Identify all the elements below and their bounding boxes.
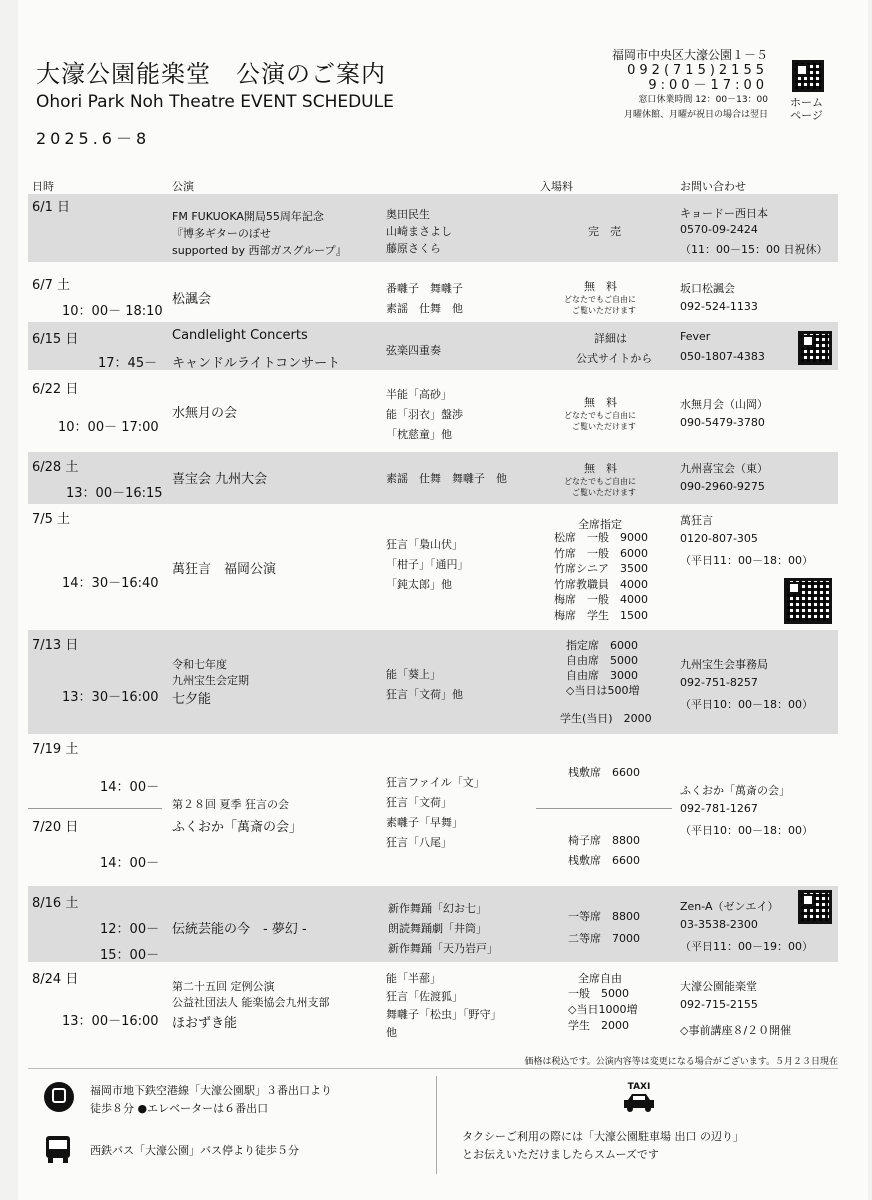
row-contact: 萬狂言	[680, 514, 713, 527]
taxi-icon: TAXI	[622, 1082, 656, 1116]
qr-code-icon[interactable]	[792, 60, 824, 92]
row-date: 6/15 日	[32, 332, 79, 347]
row-contact: Zen-A（ゼンエイ）	[680, 900, 779, 913]
col-event: 公演	[172, 180, 194, 193]
row-program: 狂言「八尾」	[386, 836, 452, 849]
row-fee: 二等席 7000	[568, 932, 640, 945]
page-subtitle: Ohori Park Noh Theatre EVENT SCHEDULE	[36, 92, 394, 112]
row-contact: 092-781-1267	[680, 802, 758, 815]
row-fee: 学生(当日) 2000	[560, 712, 652, 725]
row-contact: ◇事前講座８/２０開催	[680, 1024, 792, 1037]
row-event: 七夕能	[172, 692, 212, 707]
row-contact: 03-3538-2300	[680, 918, 758, 931]
row-program: 番囃子 舞囃子	[386, 282, 463, 295]
row-contact: 九州宝生会事務局	[680, 658, 768, 671]
row-fee: 桟敷席 6600	[568, 854, 640, 867]
row-event: 水無月の会	[172, 406, 238, 421]
row-event: 萬狂言 福岡公演	[172, 562, 277, 577]
row-event: 伝統芸能の今 - 夢幻 -	[172, 922, 307, 937]
row-program: 狂言「文荷」	[386, 796, 452, 809]
row-contact: （平日11：00－19：00）	[680, 940, 813, 953]
row-fee-note: ご覧いただけます	[572, 422, 636, 431]
theatre-phone: 092(715)2155	[627, 63, 768, 78]
row-program: 弦楽四重奏	[386, 344, 441, 357]
row-contact: 090-5479-3780	[680, 416, 765, 429]
row-date: 7/5 土	[32, 512, 71, 527]
row-program: 狂言「文荷」他	[386, 688, 463, 701]
row-event: キャンドルライトコンサート	[172, 356, 341, 371]
row-date: 7/20 日	[32, 820, 79, 835]
row-event: 喜宝会 九州大会	[172, 472, 268, 487]
divider	[28, 808, 162, 809]
row-event: 『博多ギターのぼせ	[172, 227, 271, 240]
theatre-break: 窓口休業時間 12：00－13：00	[638, 95, 768, 105]
row-contact: （平日10：00－18：00）	[680, 824, 813, 837]
homepage-label: ホーム ページ	[790, 96, 823, 122]
row-contact: 坂口松諷会	[680, 282, 735, 295]
access-subway: 徒歩８分 ●エレベーターは６番出口	[90, 1102, 269, 1115]
row-time: 14：00－	[100, 856, 160, 871]
row-fee: 公式サイトから	[576, 352, 653, 365]
row-event: Candlelight Concerts	[172, 328, 308, 343]
row-time: 13：00－16:15	[66, 486, 163, 501]
row-contact: （平日10：00－18：00）	[680, 698, 813, 711]
row-date: 6/1 日	[32, 200, 71, 215]
access-subway: 福岡市地下鉄空港線「大濠公園駅」３番出口より	[90, 1084, 332, 1097]
row-program: 朗読舞踊劇「井筒」	[388, 922, 487, 935]
row-fee: 無 料	[584, 396, 617, 409]
row-program: 「柑子」「通円」	[386, 558, 469, 571]
row-date: 7/19 土	[32, 742, 79, 757]
col-contact: お問い合わせ	[680, 180, 746, 193]
qr-code-icon[interactable]	[784, 578, 832, 624]
row-contact: 九州喜宝会（東）	[680, 462, 768, 475]
row-time: 10：00－ 17:00	[58, 420, 159, 435]
row-time: 17：45－	[98, 356, 158, 371]
row-event: 公益社団法人 能楽協会九州支部	[172, 996, 330, 1009]
row-event: supported by 西部ガスグループ』	[172, 244, 347, 257]
row-fee-list: 松席 一般 9000 竹席 一般 6000 竹席シニア 3500 竹席教職員 4000 梅席 一般 4000 梅席 学生 1500	[554, 531, 648, 622]
row-fee: 無 料	[584, 462, 617, 475]
row-program: 狂言ファイル「文」	[386, 776, 485, 789]
row-fee-note: ご覧いただけます	[572, 306, 636, 315]
row-program: 山崎まさよし	[386, 225, 452, 238]
row-contact: 0120-807-305	[680, 532, 758, 545]
schedule-period: 2025.6－8	[36, 129, 151, 148]
row-contact: 大濠公園能楽堂	[680, 980, 757, 993]
row-date: 6/28 土	[32, 460, 79, 475]
row-contact: 0570-09-2424	[680, 223, 758, 236]
row-contact: 050-1807-4383	[680, 350, 765, 363]
row-contact: 090-2960-9275	[680, 480, 765, 493]
row-fee: 椅子席 8800	[568, 834, 640, 847]
row-program: 能「半蔀」	[386, 972, 441, 985]
row-program: 新作舞踊「天乃岩戸」	[388, 942, 498, 955]
row-program: 素謡 仕舞 舞囃子 他	[386, 472, 507, 485]
row-date: 6/7 土	[32, 278, 71, 293]
access-taxi: とお伝えいただけましたらスムーズです	[462, 1148, 659, 1161]
row-program: 藤原さくら	[386, 242, 441, 255]
row-program: 能「葵上」	[386, 668, 441, 681]
bus-icon	[44, 1134, 72, 1164]
row-time: 14：00－	[100, 780, 160, 795]
access-taxi: タクシーご利用の際には「大濠公園駐車場 出口 の辺り」	[462, 1130, 744, 1143]
row-contact: （11：00－15：00 日祝休）	[680, 243, 828, 256]
row-fee-list: 一般 5000 ◇当日1000増 学生 2000	[568, 987, 638, 1032]
row-fee: 桟敷席 6600	[568, 766, 640, 779]
row-program: 新作舞踊「幻お七」	[388, 902, 487, 915]
access-bus: 西鉄バス「大濠公園」バス停より徒歩５分	[90, 1144, 299, 1157]
row-time: 13：00－16:00	[62, 1014, 159, 1029]
row-program: 狂言「佐渡狐」	[386, 990, 463, 1003]
qr-code-icon[interactable]	[798, 331, 832, 365]
row-date: 8/16 土	[32, 896, 79, 911]
divider	[28, 1068, 838, 1069]
row-contact: 092-715-2155	[680, 998, 758, 1011]
row-event: 令和七年度	[172, 658, 227, 671]
row-event: ほおずき能	[172, 1016, 238, 1031]
divider	[436, 1076, 437, 1174]
row-program: 素囃子「早舞」	[386, 816, 463, 829]
row-contact: 092-524-1133	[680, 300, 758, 313]
row-time: 14：30－16:40	[62, 576, 159, 591]
row-event: ふくおか「萬斎の会」	[172, 820, 303, 835]
theatre-info	[612, 48, 768, 123]
row-fee: 完 売	[588, 225, 621, 238]
row-date: 7/13 日	[32, 638, 79, 653]
row-program: 能「羽衣」盤渉	[386, 408, 463, 421]
qr-code-icon[interactable]	[798, 890, 832, 924]
row-program: 素謡 仕舞 他	[386, 302, 463, 315]
row-contact: 092-751-8257	[680, 676, 758, 689]
row-event: 第２８回 夏季 狂言の会	[172, 798, 289, 811]
row-fee-title: 全席指定	[578, 518, 622, 531]
row-event: 九州宝生会定期	[172, 674, 249, 687]
row-time: 12：00－	[100, 922, 160, 937]
row-time: 13：30－16:00	[62, 690, 159, 705]
row-date: 6/22 日	[32, 382, 79, 397]
row-contact: （平日11：00－18：00）	[680, 554, 813, 567]
row-program: 狂言「梟山伏」	[386, 538, 463, 551]
row-contact: 水無月会（山岡）	[680, 398, 768, 411]
row-event: 第二十五回 定例公演	[172, 980, 275, 993]
row-program: 奥田民生	[386, 208, 430, 221]
row-fee-title: 全席自由	[578, 972, 622, 985]
row-date: 8/24 日	[32, 972, 79, 987]
price-note: 価格は税込です。公演内容等は変更になる場合がございます。５月２３日現在	[524, 1057, 838, 1067]
row-time: 15：00－	[100, 948, 160, 963]
row-program: 「枕慈童」他	[386, 428, 452, 441]
row-fee-list: 指定席 6000 自由席 5000 自由席 3000 ◇当日は500増	[566, 639, 640, 697]
col-fee: 入場料	[540, 180, 573, 193]
page-title: 大濠公園能楽堂 公演のご案内	[36, 60, 386, 88]
row-fee: 無 料	[584, 280, 617, 293]
row-fee-note: どなたでもご自由に	[564, 295, 636, 304]
row-fee-note: どなたでもご自由に	[564, 477, 636, 486]
row-program: 半能「高砂」	[386, 388, 452, 401]
row-program: 「鈍太郎」他	[386, 578, 452, 591]
col-date: 日時	[32, 180, 54, 193]
theatre-hours: 9:00－17:00	[648, 78, 768, 93]
divider	[536, 808, 672, 809]
row-fee-note: ご覧いただけます	[572, 488, 636, 497]
row-time: 10：00－ 18:10	[62, 304, 163, 319]
row-contact: Fever	[680, 330, 711, 343]
row-event: FM FUKUOKA開局55周年記念	[172, 210, 324, 223]
row-fee-note: どなたでもご自由に	[564, 411, 636, 420]
row-contact: キョードー西日本	[680, 207, 768, 220]
row-event: 松諷会	[172, 292, 212, 307]
row-contact: ふくおか「萬斎の会」	[680, 784, 790, 797]
row-program: 舞囃子「松虫」「野守」	[386, 1008, 502, 1021]
theatre-address: 福岡市中央区大濠公園１－５	[611, 48, 768, 62]
row-program: 他	[386, 1026, 397, 1039]
theatre-closed: 月曜休館、月曜が祝日の場合は翌日	[623, 110, 768, 120]
row-fee: 詳細は	[594, 332, 627, 345]
row-fee: 一等席 8800	[568, 910, 640, 923]
subway-icon	[44, 1082, 74, 1112]
